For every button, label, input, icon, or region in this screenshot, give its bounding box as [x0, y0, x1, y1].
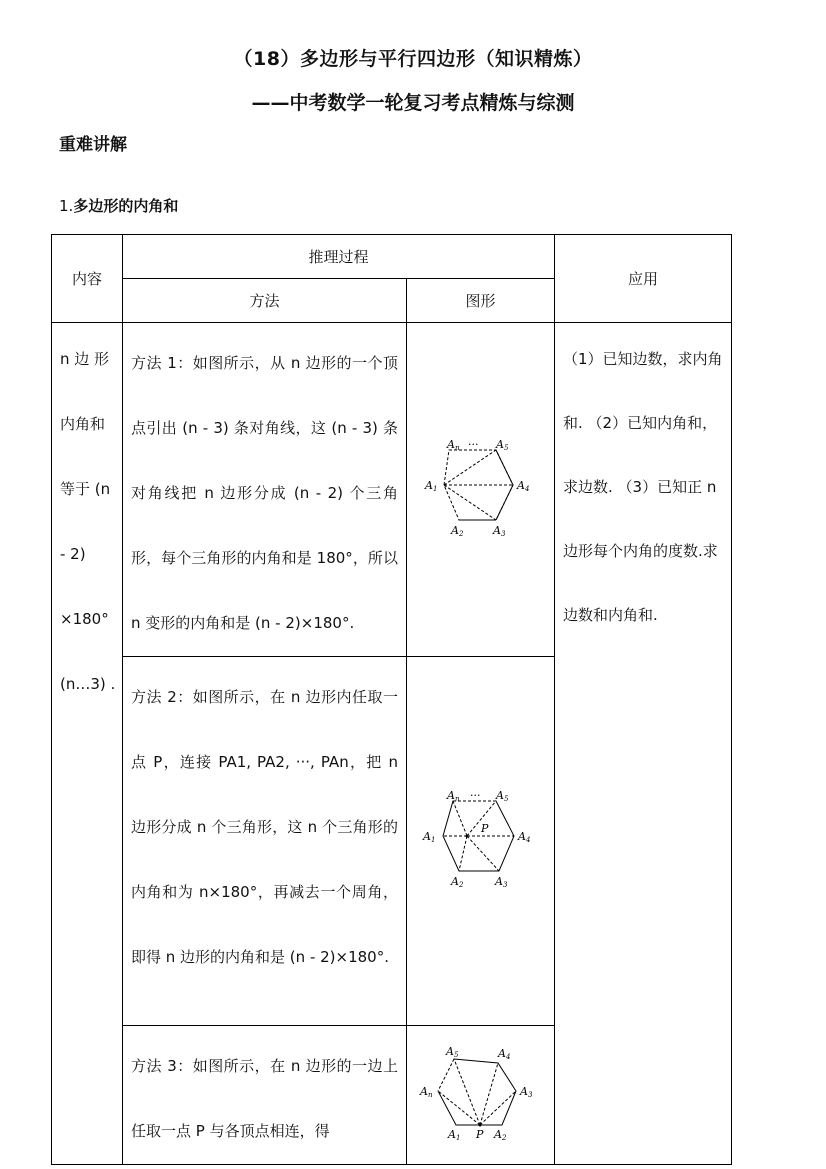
figure3-polygon-edge-point	[416, 1045, 546, 1141]
fig2-label: A	[494, 875, 503, 888]
fig2-ellipsis: ···	[469, 789, 480, 802]
method3-cell	[123, 1026, 407, 1165]
fig1-ellipsis: ···	[467, 437, 478, 451]
fig1-label: A	[495, 437, 504, 451]
fig1-label-sub: 5	[503, 443, 508, 452]
fig2-label: A	[517, 830, 526, 843]
fig1-label-sub: 4	[524, 484, 529, 493]
method2-text: 方法 2：如图所示，在 n 边形内任取一点 P，连接 PA1, PA2, ···, PAn，把 n 边形分成 n 个三角形，这 n 个三角形的内角和为 n×180°，再减去一个周角，即得 n 边形的内角和是 (n - 2)×180°.	[131, 688, 398, 966]
fig3-label-sub: 3	[527, 1091, 532, 1099]
fig2-label-sub: 2	[458, 881, 463, 889]
fig3-label: A	[493, 1128, 502, 1141]
figure2-polygon-interior-point	[421, 789, 541, 889]
fig2-point-label: P	[480, 822, 488, 835]
method3-text: 方法 3：如图所示，在 n 边形的一边上任取一点 P 与各顶点相连，得	[131, 1057, 398, 1140]
fig2-label-sub: 1	[430, 836, 435, 844]
application-cell	[555, 323, 732, 1165]
interior-angle-table	[51, 234, 732, 1165]
fig2-label-sub: 4	[525, 836, 530, 844]
page-title: （18）多边形与平行四边形（知识精炼）	[233, 48, 593, 70]
fig1-label: A	[446, 437, 455, 451]
application-text: （1）已知边数，求内角和. （2）已知内角和，求边数. （3）已知正 n 边形每个内角的度数.求边数和内角和.	[563, 350, 723, 624]
fig1-label-sub: 1	[432, 484, 437, 493]
fig2-label-sub: n	[454, 795, 460, 803]
fig2-label: A	[446, 789, 455, 802]
fig1-label-sub: 2	[458, 529, 463, 538]
header-figure: 图形	[407, 279, 555, 323]
fig3-label: A	[445, 1045, 454, 1058]
fig1-label: A	[424, 478, 433, 492]
fig3-label-sub: 4	[505, 1053, 510, 1061]
header-method: 方法	[123, 279, 407, 323]
figure1-cell	[407, 323, 555, 657]
fig3-label-sub: n	[427, 1091, 433, 1099]
fig3-label-sub: 5	[453, 1051, 458, 1059]
content-cell	[52, 323, 123, 1165]
page-subtitle: ——中考数学一轮复习考点精炼与综测	[251, 92, 575, 114]
content-text: n 边 形 内角和 等于 (n - 2) ×180° (n…3) .	[60, 350, 116, 693]
fig2-label: A	[422, 830, 431, 843]
method2-cell	[123, 657, 407, 1026]
subsection-number: 1.	[59, 197, 74, 215]
figure2-cell	[407, 657, 555, 1026]
fig1-label-sub: 3	[500, 529, 505, 538]
fig1-label: A	[516, 478, 525, 492]
fig1-label: A	[492, 523, 501, 537]
subsection-title: 多边形的内角和	[73, 197, 179, 215]
fig2-label: A	[495, 789, 504, 802]
fig2-label: A	[450, 875, 459, 888]
figure3-cell	[407, 1026, 555, 1165]
fig3-point-label: P	[475, 1128, 483, 1141]
header-reasoning: 推理过程	[123, 235, 555, 279]
fig3-label: A	[519, 1085, 528, 1098]
method1-text: 方法 1：如图所示，从 n 边形的一个顶点引出 (n - 3) 条对角线，这 (n - 3) 条对角线把 n 边形分成 (n - 2) 个三角形，每个三角形的内角和是 180°，所以 n 变形的内角和是 (n - 2)×180°.	[131, 354, 398, 632]
fig3-label-sub: 2	[501, 1134, 506, 1141]
fig2-label-sub: 5	[503, 795, 508, 803]
subsection-heading	[59, 195, 178, 216]
method1-cell	[123, 323, 407, 657]
fig2-label-sub: 3	[502, 881, 507, 889]
figure1-polygon-diagonals	[421, 438, 541, 538]
header-application: 应用	[555, 235, 732, 323]
fig3-label-sub: 1	[455, 1134, 460, 1141]
header-content: 内容	[52, 235, 123, 323]
fig3-label: A	[447, 1128, 456, 1141]
section-heading: 重难讲解	[59, 135, 127, 155]
fig3-label: A	[419, 1085, 428, 1098]
fig1-label-sub: n	[454, 443, 460, 452]
fig1-label: A	[450, 523, 459, 537]
fig3-label: A	[497, 1047, 506, 1060]
